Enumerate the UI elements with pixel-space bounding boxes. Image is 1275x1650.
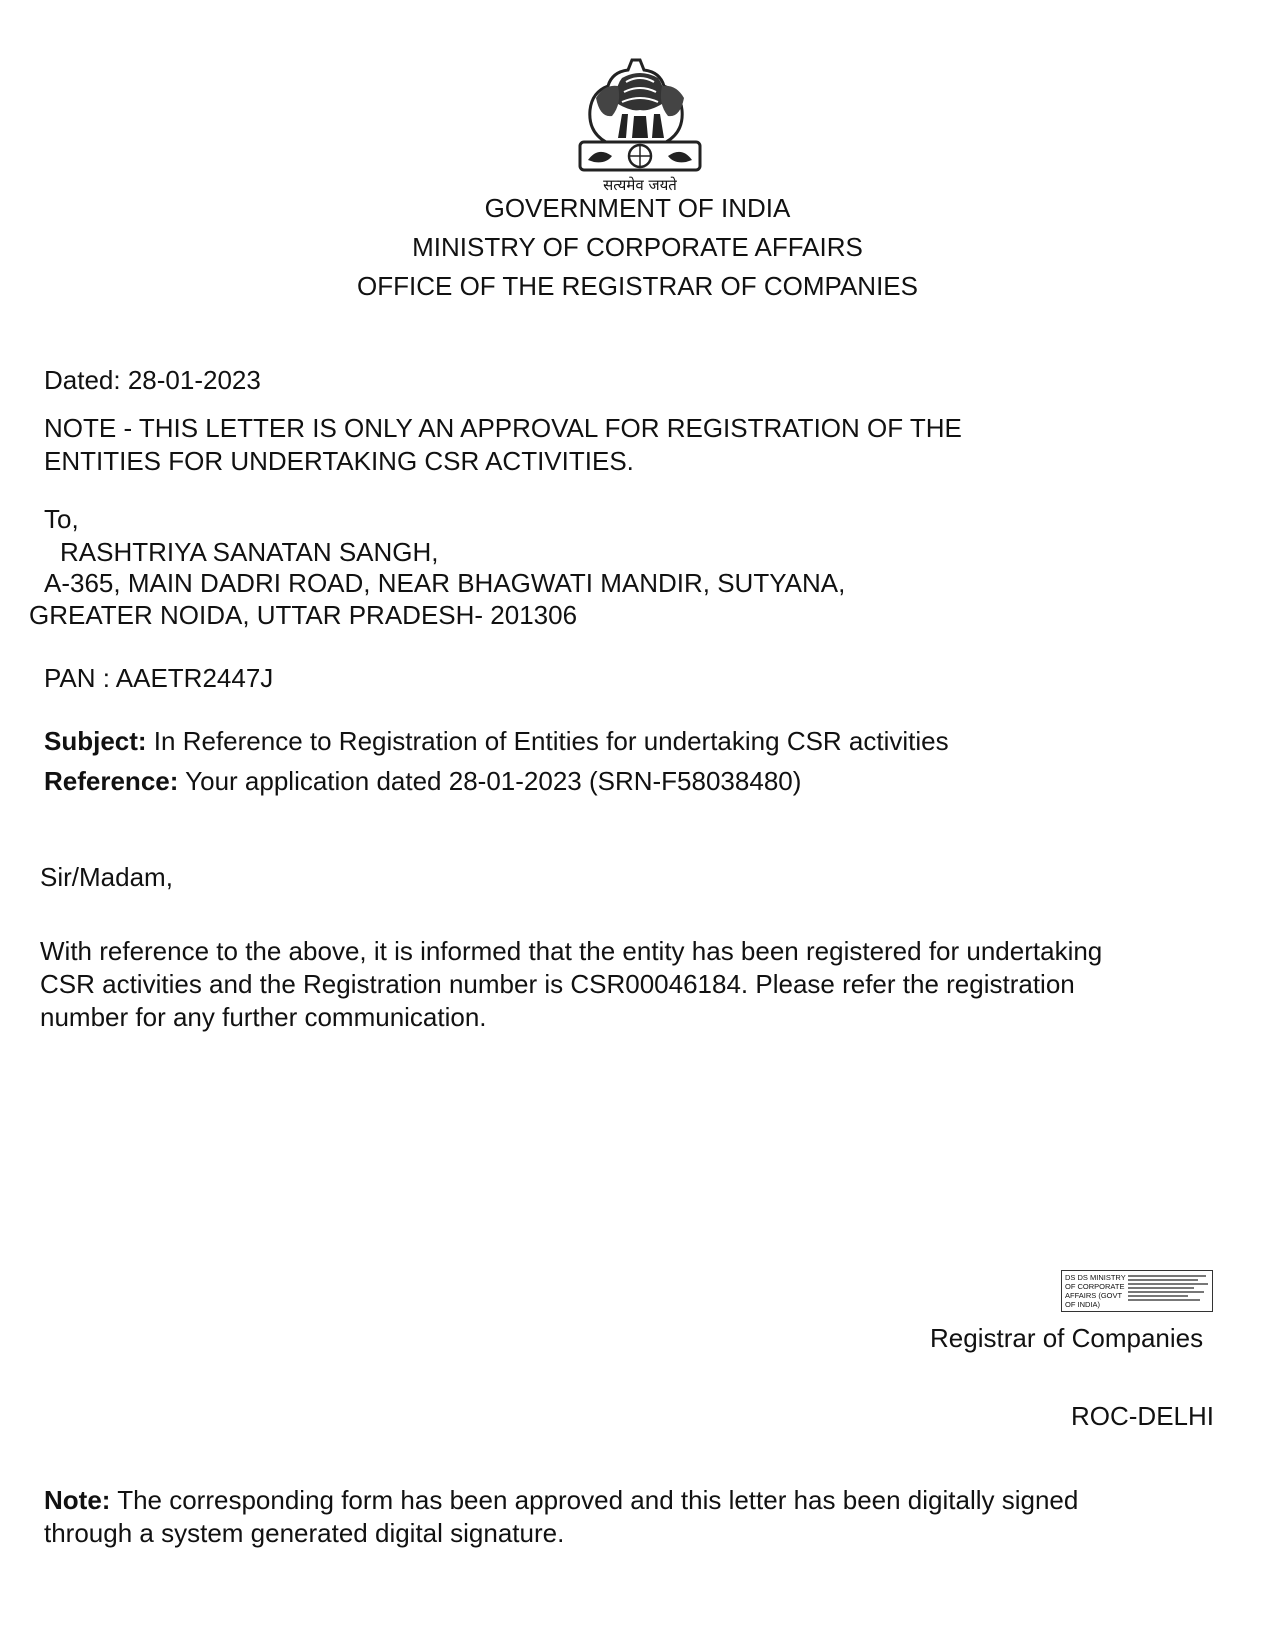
header-ministry: MINISTRY OF CORPORATE AFFAIRS xyxy=(412,232,863,262)
footer-note-line1 xyxy=(44,1484,1078,1516)
address-to: To, xyxy=(44,504,79,534)
reference-text: Your application dated 28-01-2023 (SRN-F58038480) xyxy=(178,766,802,796)
body-line3: number for any further communication. xyxy=(40,1002,487,1032)
emblem-motto: सत्यमेव जयते xyxy=(603,176,677,194)
signatory-office: ROC-DELHI xyxy=(1071,1401,1215,1431)
signature-stamp-text: DS DS MINISTRY OF CORPORATE AFFAIRS (GOVT OF INDIA) xyxy=(1065,1273,1126,1309)
approval-note-line1: NOTE - THIS LETTER IS ONLY AN APPROVAL FOR REGISTRATION OF THE xyxy=(44,413,962,443)
signatory-title: Registrar of Companies xyxy=(930,1323,1204,1353)
subject-line xyxy=(44,725,949,757)
reference-line xyxy=(44,765,801,797)
pan-line: PAN : AAETR2447J xyxy=(44,663,274,693)
national-emblem xyxy=(566,38,714,198)
address-name: RASHTRIYA SANATAN SANGH, xyxy=(60,537,439,567)
address-line1: A-365, MAIN DADRI ROAD, NEAR BHAGWATI MANDIR, SUTYANA, xyxy=(44,568,846,598)
ashoka-lion-emblem-icon xyxy=(566,38,714,198)
footer-note-line2: through a system generated digital signature. xyxy=(44,1518,565,1548)
footer-note-text: The corresponding form has been approved and this letter has been digitally signed xyxy=(110,1485,1079,1515)
header-office: OFFICE OF THE REGISTRAR OF COMPANIES xyxy=(357,271,918,301)
footer-note-label: Note: xyxy=(44,1485,111,1515)
address-line2: GREATER NOIDA, UTTAR PRADESH- 201306 xyxy=(29,600,578,630)
reference-label: Reference: xyxy=(44,766,179,796)
body-line1: With reference to the above, it is informed that the entity has been registered for undertaking xyxy=(40,936,1103,966)
salutation: Sir/Madam, xyxy=(40,862,173,892)
subject-text: In Reference to Registration of Entities for undertaking CSR activities xyxy=(146,726,949,756)
header-government: GOVERNMENT OF INDIA xyxy=(484,193,791,223)
subject-label: Subject: xyxy=(44,726,147,756)
digital-signature-stamp xyxy=(1061,1270,1213,1312)
dated-line: Dated: 28-01-2023 xyxy=(44,365,261,395)
body-line2: CSR activities and the Registration number is CSR00046184. Please refer the registration xyxy=(40,969,1075,999)
signature-stamp-details xyxy=(1128,1273,1210,1309)
approval-note-line2: ENTITIES FOR UNDERTAKING CSR ACTIVITIES. xyxy=(44,446,634,476)
